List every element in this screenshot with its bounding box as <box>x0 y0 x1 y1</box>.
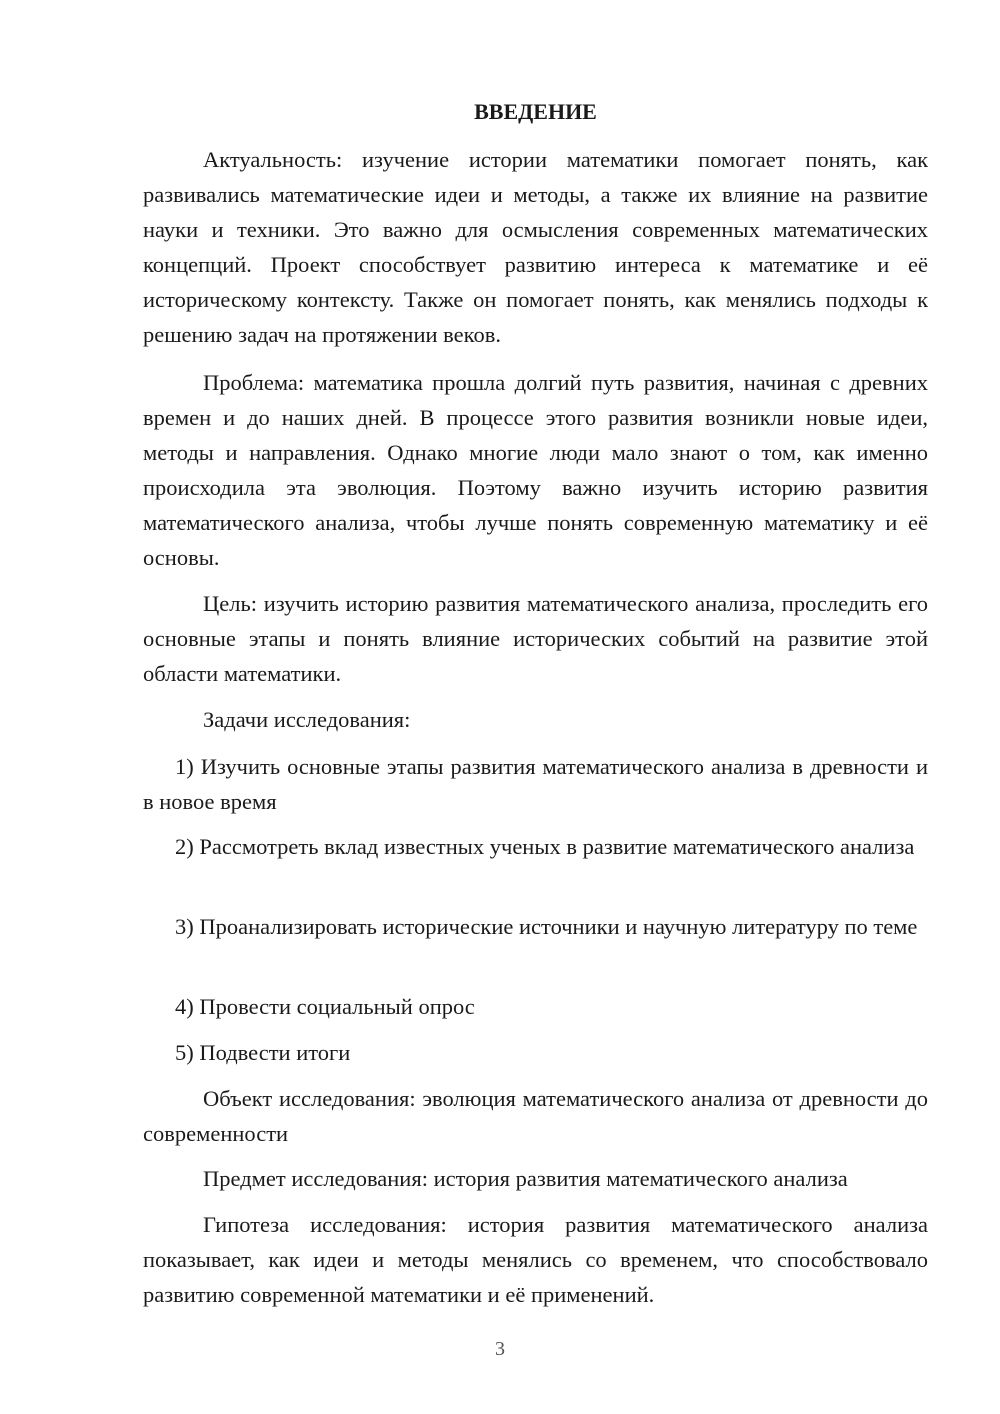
page-title: ВВЕДЕНИЕ <box>474 99 597 124</box>
hypothesis-paragraph: Гипотеза исследования: история развития математического анализа показывает, как идеи и методы менялись со временем, что способствовало развитию современной математики и её применений. <box>143 1212 928 1307</box>
task-item-2: 2) Рассмотреть вклад известных ученых в развитие математического анализа <box>175 834 915 859</box>
object-paragraph: Объект исследования: эволюция математического анализа от древности до современности <box>143 1086 928 1146</box>
tasks-heading: Задачи исследования: <box>203 707 411 732</box>
task-item-1: 1) Изучить основные этапы развития математического анализа в древности и в новое время <box>143 754 928 814</box>
page-number: 3 <box>495 1338 505 1360</box>
relevance-paragraph: Актуальность: изучение истории математики помогает понять, как развивались математические идеи и методы, а также их влияние на развитие науки и техники. Это важно для осмысления современных математических концепций. Проект способствует развитию интереса к математике и её историческому контексту. Также он помогает понять, как менялись подходы к решению задач на протяжении веков. <box>143 147 928 347</box>
task-item-3: 3) Проанализировать исторические источники и научную литературу по теме <box>175 914 918 939</box>
subject-paragraph: Предмет исследования: история развития математического анализа <box>203 1166 848 1191</box>
problem-paragraph: Проблема: математика прошла долгий путь развития, начиная с древних времен и до наших дней. В процессе этого развития возникли новые идеи, методы и направления. Однако многие люди мало знают о том, как именно происходила эта эволюция. Поэтому важно изучить историю развития математического анализа, чтобы лучше понять современную математику и её основы. <box>143 370 928 570</box>
task-item-5: 5) Подвести итоги <box>175 1040 351 1065</box>
goal-paragraph: Цель: изучить историю развития математического анализа, проследить его основные этапы и понять влияние исторических событий на развитие этой области математики. <box>143 591 928 686</box>
task-item-4: 4) Провести социальный опрос <box>175 994 475 1019</box>
